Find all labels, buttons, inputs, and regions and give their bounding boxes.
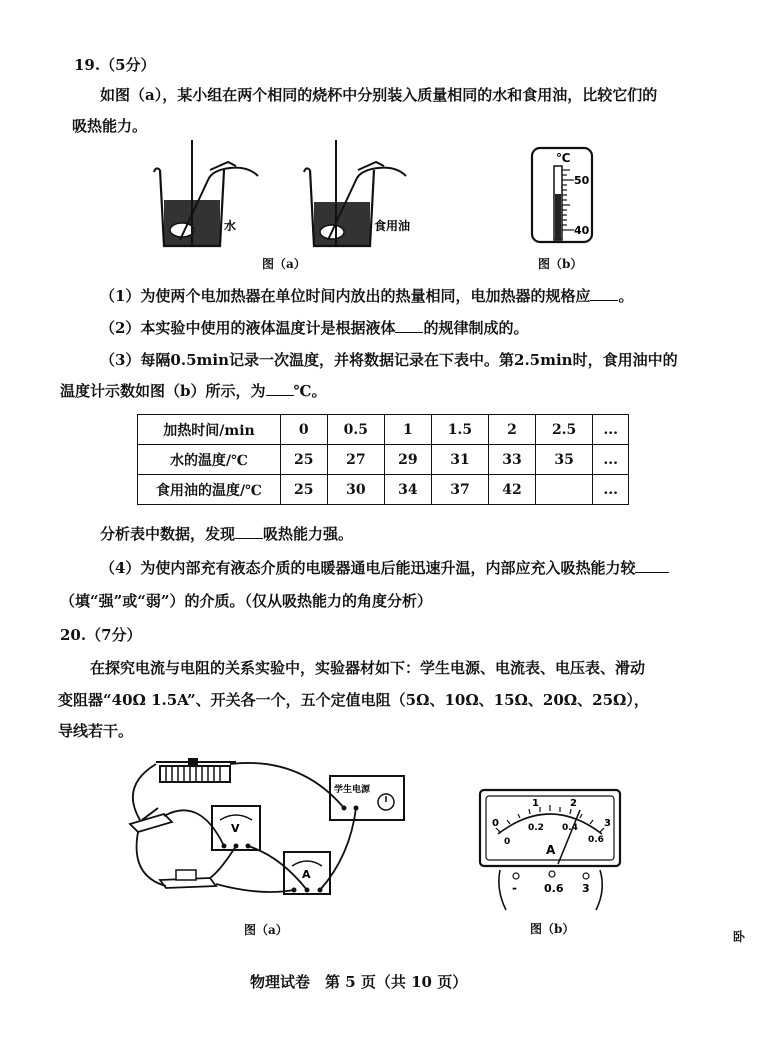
q19-part2 <box>100 318 528 338</box>
table-cell: 25 <box>281 475 328 505</box>
q19-part1-text: （1）为使两个电加热器在单位时间内放出的热量相同，电加热器的规格应 <box>100 287 591 305</box>
q19-part4-text: （4）为使内部充有液态介质的电暖器通电后能迅速升温，内部应充入吸热能力较 <box>100 559 636 577</box>
q20-line1: 在探究电流与电阻的关系实验中，实验器材如下：学生电源、电流表、电压表、滑动 <box>90 659 646 677</box>
scale-top-1: 1 <box>532 798 539 809</box>
table-cell: 31 <box>431 445 489 475</box>
q20-line2: 变阻器“40Ω 1.5A”、开关各一个，五个定值电阻（5Ω、10Ω、15Ω、20Ω、25Ω）， <box>58 691 649 709</box>
beaker-water-label: 水 <box>224 219 237 233</box>
page-footer: 物理试卷 第 5 页（共 10 页） <box>250 973 468 991</box>
q19-figure-b <box>530 146 596 246</box>
thermo-50: 50 <box>574 174 590 187</box>
table-cell <box>535 475 593 505</box>
scale-bottom-3: 0.6 <box>588 835 604 845</box>
thermo-unit: ℃ <box>556 151 571 165</box>
table-cell: 34 <box>385 475 432 505</box>
q19-part2-text: （2）本实验中使用的液体温度计是根据液体 <box>100 319 396 337</box>
beaker-water <box>154 140 258 246</box>
table-row-oil <box>138 475 629 505</box>
table-cell: 0.5 <box>327 415 385 445</box>
q20-fig-b-caption: 图（b） <box>530 922 575 936</box>
q19-data-table <box>137 414 629 505</box>
q19-part1-blank[interactable] <box>590 286 618 301</box>
table-header-water: 水的温度/℃ <box>138 445 281 475</box>
power-supply <box>330 776 404 820</box>
q20-fig-a-caption: 图（a） <box>244 923 288 937</box>
q19-part3-blank[interactable] <box>266 381 294 396</box>
q19-analysis-end: 吸热能力强。 <box>263 525 354 543</box>
q19-analysis-text: 分析表中数据，发现 <box>100 525 236 543</box>
table-cell: 2.5 <box>535 415 593 445</box>
q19-part2-end: 的规律制成的。 <box>423 319 529 337</box>
q19-header: 19.（5分） <box>74 56 156 74</box>
fixed-resistor <box>160 870 216 888</box>
q19-part3-line1: （3）每隔0.5min记录一次温度，并将数据记录在下表中。第2.5min时，食用油中的 <box>100 351 678 369</box>
q19-part3-text: 温度计示数如图（b）所示，为 <box>60 382 266 400</box>
table-header-oil: 食用油的温度/℃ <box>138 475 281 505</box>
q19-part2-blank[interactable] <box>395 318 423 333</box>
thermo-40: 40 <box>574 224 590 237</box>
q19-part4-line2: （填“强”或“弱”）的介质。（仅从吸热能力的角度分析） <box>60 592 433 610</box>
q19-part1-end: 。 <box>618 287 634 305</box>
q19-fig-b-caption: 图（b） <box>538 257 583 271</box>
scale-bottom-2: 0.4 <box>562 823 578 833</box>
scale-top-0: 0 <box>492 818 499 829</box>
terminal-3: 3 <box>582 882 590 895</box>
table-cell: 37 <box>431 475 489 505</box>
table-header-time: 加热时间/min <box>138 415 281 445</box>
table-cell: 27 <box>327 445 385 475</box>
table-cell: ... <box>593 475 629 505</box>
voltmeter-symbol: V <box>231 822 240 835</box>
q19-figure-a <box>150 140 430 252</box>
q20-figure-b <box>470 780 630 915</box>
table-cell: 29 <box>385 445 432 475</box>
q19-analysis <box>100 524 353 544</box>
side-mark: 卧 <box>733 930 746 944</box>
table-cell: 2 <box>489 415 536 445</box>
table-cell: 42 <box>489 475 536 505</box>
table-cell: ... <box>593 415 629 445</box>
q19-part4-line1 <box>100 558 669 578</box>
table-cell: 1 <box>385 415 432 445</box>
rheostat <box>156 758 236 782</box>
table-cell: 0 <box>281 415 328 445</box>
table-cell: 35 <box>535 445 593 475</box>
table-row-time <box>138 415 629 445</box>
q19-intro-line1: 如图（a），某小组在两个相同的烧杯中分别装入质量相同的水和食用油，比较它们的 <box>100 86 658 104</box>
scale-bottom-1: 0.2 <box>528 823 544 833</box>
q20-figure-a <box>120 756 420 916</box>
voltmeter <box>212 806 260 850</box>
table-cell: 1.5 <box>431 415 489 445</box>
ammeter-symbol: A <box>302 868 311 881</box>
scale-bottom-0: 0 <box>504 837 511 847</box>
table-cell: 33 <box>489 445 536 475</box>
table-cell: ... <box>593 445 629 475</box>
q19-fig-a-caption: 图（a） <box>262 257 306 271</box>
meter-symbol: A <box>546 843 556 857</box>
q19-part4-blank[interactable] <box>635 558 669 573</box>
table-cell: 30 <box>327 475 385 505</box>
q19-part3-line2 <box>60 381 326 401</box>
power-supply-label: 学生电源 <box>334 785 371 795</box>
terminal-0-6: 0.6 <box>544 882 564 895</box>
q20-header: 20.（7分） <box>60 626 142 644</box>
q19-part1 <box>100 286 633 306</box>
scale-top-2: 2 <box>570 798 577 809</box>
q20-line3: 导线若干。 <box>58 722 134 740</box>
scale-top-3: 3 <box>604 818 611 829</box>
terminal-minus: - <box>512 881 517 895</box>
table-row-water <box>138 445 629 475</box>
beaker-oil-label: 食用油 <box>374 219 411 233</box>
q19-analysis-blank[interactable] <box>235 524 263 539</box>
q19-part3-end: ℃。 <box>293 382 327 400</box>
q19-intro-line2: 吸热能力。 <box>72 117 148 135</box>
table-cell: 25 <box>281 445 328 475</box>
